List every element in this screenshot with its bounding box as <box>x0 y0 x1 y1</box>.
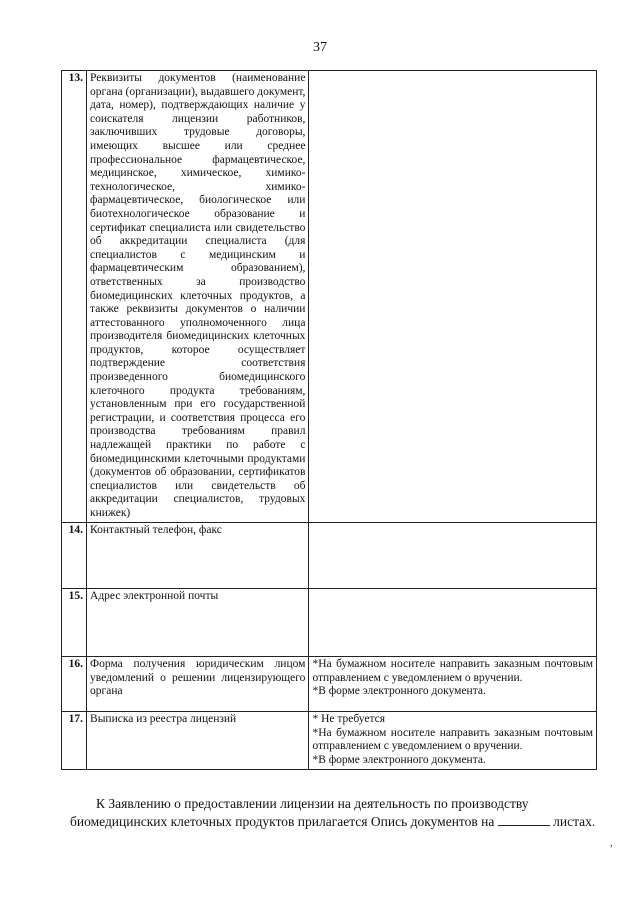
row-number: 14. <box>62 523 87 589</box>
table-row-16 <box>62 657 597 712</box>
row-label: Адрес электронной почты <box>87 589 309 657</box>
stray-mark: , <box>610 838 613 849</box>
option-not-required[interactable]: * Не требуется <box>312 713 386 725</box>
row-label: Контактный телефон, факс <box>87 523 309 589</box>
table-row-14 <box>62 523 597 589</box>
table-row-15 <box>62 589 597 657</box>
page-number: 37 <box>313 40 327 55</box>
application-form-table <box>61 70 597 770</box>
row-number: 13. <box>62 71 87 523</box>
row-number: 15. <box>62 589 87 657</box>
sheet-count-blank[interactable] <box>498 813 550 826</box>
row-number: 17. <box>62 712 87 770</box>
table-row-13 <box>62 71 597 523</box>
row-value-options <box>309 657 597 712</box>
row-number: 16. <box>62 657 87 712</box>
row-value-options <box>309 712 597 770</box>
inventory-note-text: К Заявлению о предоставлении лицензии на деятельность по производству биомедицинских клеточных продуктов прилагается Опись документов на <box>70 796 529 829</box>
inventory-note <box>70 795 615 831</box>
option-electronic-document[interactable]: *В форме электронного документа. <box>312 685 486 698</box>
row-value-field[interactable] <box>309 71 597 523</box>
table-row-17 <box>62 712 597 770</box>
row-value-field[interactable] <box>309 523 597 589</box>
row-label: Форма получения юридическим лицом уведомлений о решении лицензирующего органа <box>87 657 309 712</box>
option-paper-delivery[interactable]: *На бумажном носителе направить заказным почтовым отправлением с уведомлением о вручении. <box>312 726 593 753</box>
row-label: Реквизиты документов (наименование органа (организации), выдавшего документ, дата, номер), подтверждающих наличие у соискателя лицензии работников, заключивших трудовые договоры, имеющих высшее или среднее профессиональное фармацевтическое, медицинское, химическое, химико-технологическое, химико-фармацевтическое, биологическое или биотехнологическое образование и сертификат специалиста или свидетельство об аккредитации специалиста (для специалистов с медицинским и фармацевтическим образованием), ответственных за производство биомедицинских клеточных продуктов, а также реквизиты документов о наличии аттестованного уполномоченного лица производителя биомедицинских клеточных продуктов, которое осуществляет подтверждение соответствия произведенного биомедицинского клеточного продукта требованиям, установленным при его государственной регистрации, и соответствия процесса его производства требованиям правил надлежащей практики по работе с биомедицинскими клеточными продуктами (документов об образовании, сертификатов специалистов или свидетельств об аккредитации специалистов, трудовых книжек) <box>87 71 309 523</box>
option-paper-delivery[interactable]: *На бумажном носителе направить заказным почтовым отправлением с уведомлением о вручении. <box>312 658 593 684</box>
row-label: Выписка из реестра лицензий <box>87 712 309 770</box>
option-electronic-document[interactable]: *В форме электронного документа. <box>312 753 486 766</box>
row-value-field[interactable] <box>309 589 597 657</box>
inventory-note-suffix: листах. <box>553 814 596 829</box>
